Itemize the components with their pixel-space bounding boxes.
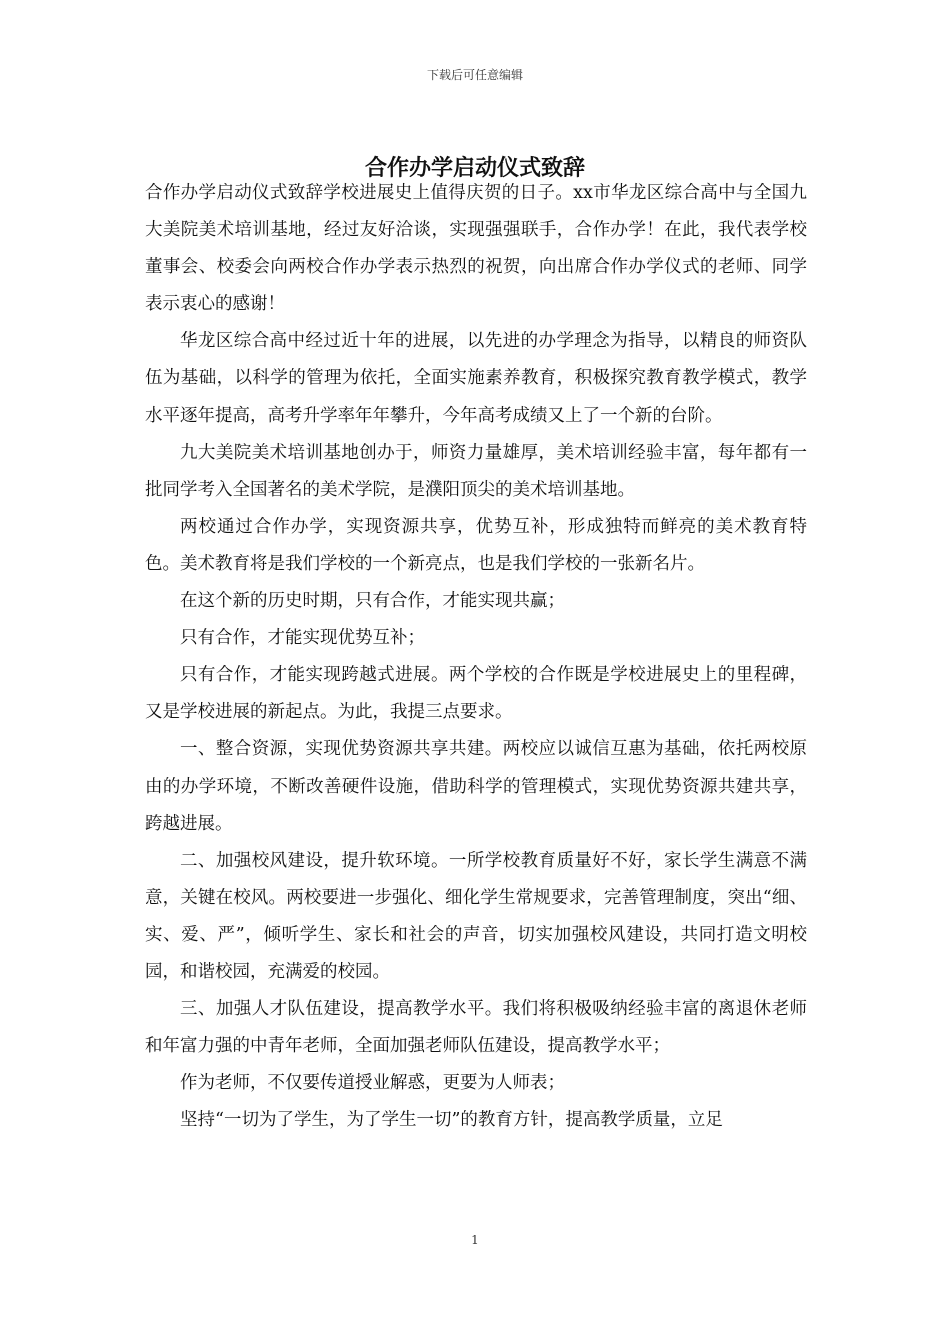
paragraph: 在这个新的历史时期，只有合作，才能实现共赢；	[180, 591, 565, 612]
paragraph: 两校通过合作办学，实现资源共享，优势互补，形成独特而鲜亮的美术教育特色。美术教育将是我们学校的一个新亮点，也是我们学校的一张新名片。	[145, 516, 807, 574]
paragraph: 二、加强校风建设，提升软环境。一所学校教育质量好不好，家长学生满意不满意，关键在校风。两校要进一步强化、细化学生常规要求，完善管理制度，突出“细、实、爱、严”，倾听学生、家长和社会的声音，切实加强校风建设，共同打造文明校园，和谐校园，充满爱的校园。	[145, 850, 807, 982]
paragraph: 三、加强人才队伍建设，提高教学水平。我们将积极吸纳经验丰富的离退休老师和年富力强的中青年老师，全面加强老师队伍建设，提高教学水平；	[145, 999, 807, 1057]
page-number: 1	[471, 1233, 479, 1247]
document-body	[145, 175, 807, 1139]
paragraph: 只有合作，才能实现跨越式进展。两个学校的合作既是学校进展史上的里程碑，又是学校进展的新起点。为此，我提三点要求。	[145, 665, 807, 723]
paragraph: 只有合作，才能实现优势互补；	[180, 628, 425, 649]
document-title: 合作办学启动仪式致辞	[364, 156, 585, 181]
paragraph: 坚持“一切为了学生，为了学生一切”的教育方针，提高教学质量，立足	[180, 1110, 723, 1131]
paragraph: 作为老师，不仅要传道授业解惑，更要为人师表；	[180, 1073, 565, 1094]
paragraph: 合作办学启动仪式致辞学校进展史上值得庆贺的日子。xx市华龙区综合高中与全国九大美院美术培训基地，经过友好洽谈，实现强强联手，合作办学！在此，我代表学校董事会、校委会向两校合作办学表示热烈的祝贺，向出席合作办学仪式的老师、同学表示衷心的感谢！	[145, 183, 807, 315]
paragraph: 一、整合资源，实现优势资源共享共建。两校应以诚信互惠为基础，依托两校原由的办学环境，不断改善硬件设施，借助科学的管理模式，实现优势资源共建共享，跨越进展。	[145, 739, 807, 834]
paragraph: 华龙区综合高中经过近十年的进展，以先进的办学理念为指导，以精良的师资队伍为基础，以科学的管理为依托，全面实施素养教育，积极探究教育教学模式，教学水平逐年提高，高考升学率年年攀升，今年高考成绩又上了一个新的台阶。	[145, 331, 807, 426]
header-note: 下载后可任意编辑	[426, 68, 523, 82]
paragraph: 九大美院美术培训基地创办于，师资力量雄厚，美术培训经验丰富，每年都有一批同学考入全国著名的美术学院，是濮阳顶尖的美术培训基地。	[145, 442, 807, 500]
